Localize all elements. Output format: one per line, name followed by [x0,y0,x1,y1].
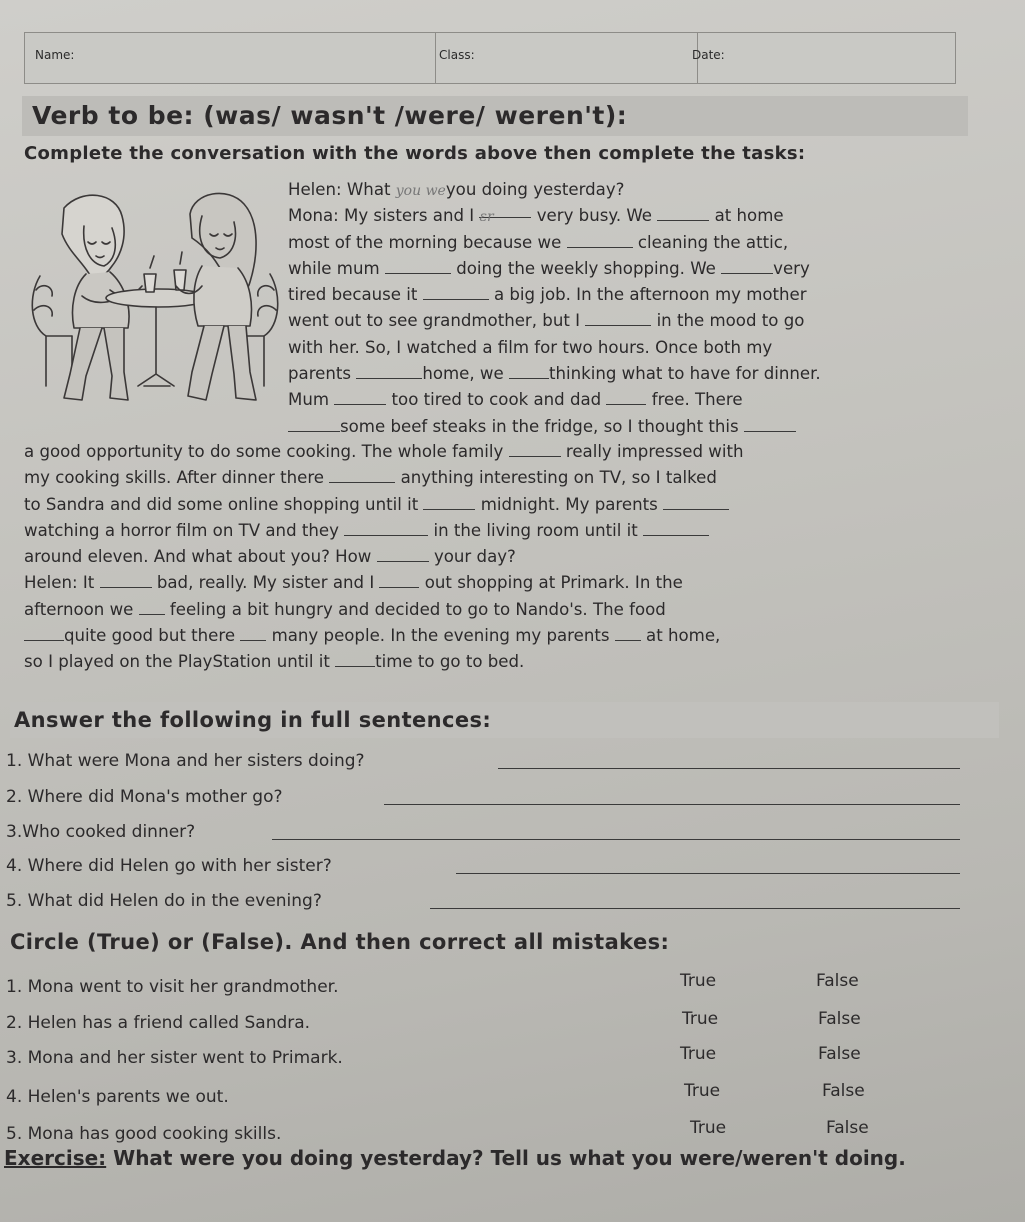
exercise-label: Exercise: [4,1146,107,1170]
question-item: 1. What were Mona and her sisters doing? [6,751,365,771]
truefalse-statement: 3. Mona and her sister went to Primark. [6,1048,343,1068]
answer-blank[interactable] [643,521,709,536]
girls-at-table-illustration [24,186,286,420]
date-label: Date: [692,48,725,62]
conversation-line: Helen: What you weyou doing yesterday? [288,180,625,199]
true-option[interactable]: True [680,1044,717,1064]
conversation-line: some beef steaks in the fridge, so I thought this [288,414,821,440]
name-label: Name: [35,48,75,62]
answer-blank[interactable] [385,259,451,274]
worksheet-title: Verb to be: (was/ wasn't /were/ weren't): [22,96,968,136]
conversation-line: so I played on the PlayStation until it time to go to bed. [24,652,525,672]
student-info-header [24,32,956,84]
answer-blank[interactable] [24,626,64,641]
conversation-line: a good opportunity to do some cooking. The whole family really impressed with [24,442,744,461]
answer-blank[interactable] [423,495,475,510]
name-field[interactable] [25,33,436,83]
answer-blank[interactable] [423,285,489,300]
true-option[interactable]: True [690,1118,727,1138]
exercise-text: What were you doing yesterday? Tell us what you were/weren't doing. [106,1146,906,1170]
conversation-line: quite good but there many people. In the evening my parents at home, [24,623,744,649]
question-item: 3.Who cooked dinner? [6,822,196,842]
class-field[interactable] [425,33,698,83]
answer-blank[interactable] [377,547,429,562]
answer-section-title: Answer the following in full sentences: [10,702,999,738]
conversation-line: most of the morning because we cleaning the attic, [288,232,789,252]
conversation-line: to Sandra and did some online shopping until it midnight. My parents [24,492,744,518]
answer-blank[interactable] [657,206,709,221]
answer-blank[interactable] [356,364,422,379]
conversation-line: Mona: My sisters and I ɛr very busy. We at home [288,203,821,229]
answer-blank[interactable] [288,417,340,432]
conversation-line: Helen: It bad, really. My sister and I out shopping at Primark. In the [24,573,683,593]
answer-blank[interactable] [721,259,773,274]
question-item: 2. Where did Mona's mother go? [6,787,283,807]
question-item: 5. What did Helen do in the evening? [6,891,322,911]
answer-blank[interactable] [509,364,549,379]
true-option[interactable]: True [682,1009,719,1029]
answer-blank[interactable] [139,600,165,615]
answer-line[interactable] [430,908,960,909]
answer-line[interactable] [384,804,960,805]
answer-blank[interactable] [334,390,386,405]
class-label: Class: [439,48,475,62]
true-option[interactable]: True [684,1081,721,1101]
date-field[interactable] [684,33,952,83]
answer-blank[interactable] [100,573,152,588]
answer-blank[interactable] [240,626,266,641]
false-option[interactable]: False [826,1118,869,1138]
conversation-line: around eleven. And what about you? How your day? [24,547,516,567]
answer-blank[interactable] [567,233,633,248]
conversation-line: watching a horror film on TV and they in the living room until it [24,518,744,544]
question-item: 4. Where did Helen go with her sister? [6,856,332,876]
answer-blank[interactable] [606,390,646,405]
answer-blank[interactable] [663,495,729,510]
truefalse-statement: 1. Mona went to visit her grandmother. [6,977,339,997]
conversation-line: tired because it a big job. In the afternoon my mother [288,285,807,305]
conversation-line: went out to see grandmother, but I in the mood to go [288,311,805,331]
false-option[interactable]: False [816,971,859,991]
conversation-bottom [24,439,744,676]
conversation-line: Mum too tired to cook and dad free. There [288,390,743,410]
conversation-line: while mum doing the weekly shopping. We very [288,258,810,278]
answer-blank[interactable] [379,573,419,588]
answer-blank[interactable] [344,521,428,536]
handwritten-answer: you we [395,183,446,199]
conversation-top [288,177,821,440]
answer-line[interactable] [498,768,960,769]
answer-line[interactable] [456,873,960,874]
answer-blank[interactable] [509,442,561,457]
answer-line[interactable] [272,839,960,840]
conversation-line: my cooking skills. After dinner there anything interesting on TV, so I talked [24,468,717,488]
truefalse-section-title: Circle (True) or (False). And then correct all mistakes: [10,930,670,954]
answer-blank[interactable] [615,626,641,641]
answer-blank[interactable] [335,652,375,667]
conversation-line: parents home, we thinking what to have for dinner. [288,364,821,384]
exercise-prompt [4,1146,906,1170]
truefalse-statement: 2. Helen has a friend called Sandra. [6,1013,311,1033]
conversation-line: with her. So, I watched a film for two hours. Once both my [288,337,773,357]
answer-blank[interactable] [329,468,395,483]
answer-blank[interactable]: ɛr [479,203,531,218]
answer-blank[interactable] [744,417,796,432]
true-option[interactable]: True [680,971,717,991]
answer-blank[interactable] [585,311,651,326]
false-option[interactable]: False [818,1044,861,1064]
false-option[interactable]: False [822,1081,865,1101]
instruction-text: Complete the conversation with the words above then complete the tasks: [24,143,806,164]
false-option[interactable]: False [818,1009,861,1029]
truefalse-statement: 4. Helen's parents we out. [6,1087,229,1107]
truefalse-statement: 5. Mona has good cooking skills. [6,1124,282,1144]
conversation-line: afternoon we feeling a bit hungry and decided to go to Nando's. The food [24,599,666,619]
